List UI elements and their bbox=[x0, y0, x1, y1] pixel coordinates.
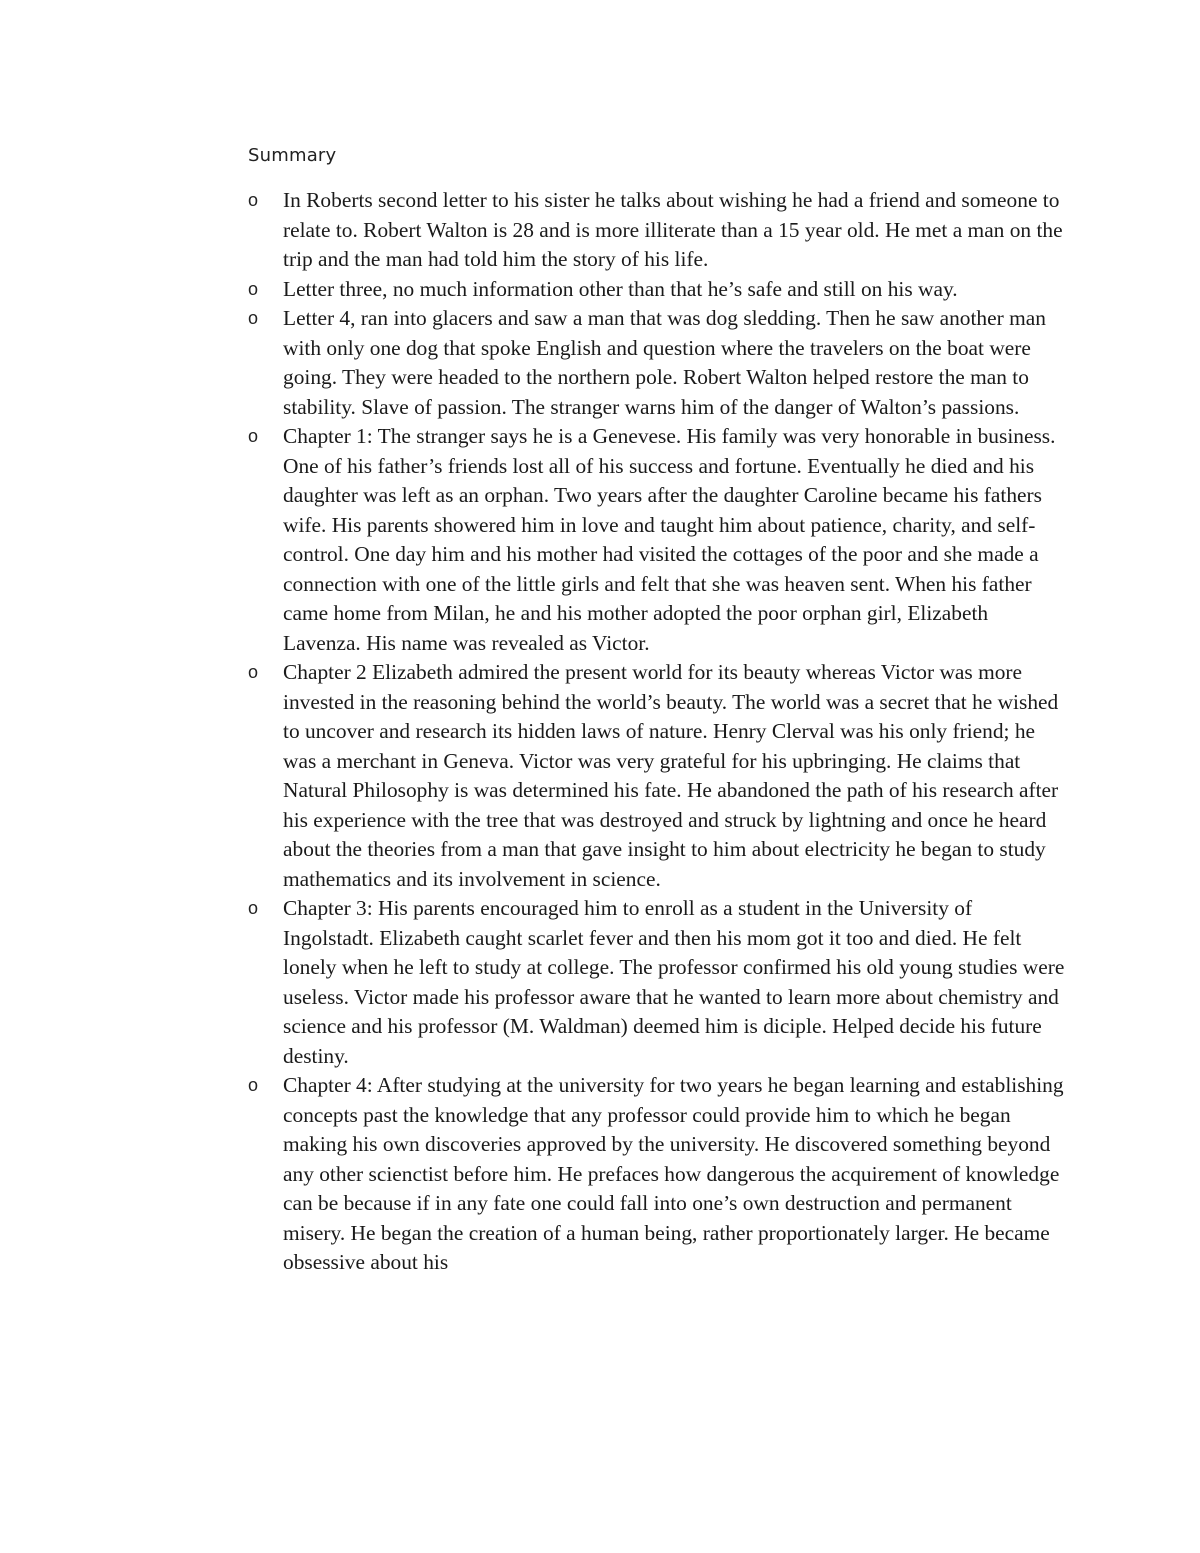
bullet-marker: o bbox=[248, 190, 259, 210]
bullet-text: Chapter 3: His parents encouraged him to enroll as a student in the University of Ingolstadt. Elizabeth caught scarlet fever and then his mom got it too and died. He felt lonely when he left to study at college. The professor confirmed his old young studies were useless. Victor made his professor aware that he wanted to learn more about chemistry and science and his professor (M. Waldman) deemed him is diciple. Helped decide his future destiny. bbox=[283, 896, 1065, 1068]
bullet-text: Chapter 1: The stranger says he is a Genevese. His family was very honorable in business. One of his father’s friends lost all of his success and fortune. Eventually he died and his daughter was left as an orphan. Two years after the daughter Caroline became his fathers wife. His parents showered him in love and taught him about patience, charity, and self-control. One day him and his mother had visited the cottages of the poor and she made a connection with one of the little girls and felt that she was heaven sent. When his father came home from Milan, he and his mother adopted the poor orphan girl, Elizabeth Lavenza. His name was revealed as Victor. bbox=[283, 424, 1056, 655]
bullet-text: Chapter 2 Elizabeth admired the present world for its beauty whereas Victor was more invested in the reasoning behind the world’s beauty. The world was a secret that he wished to uncover and research its hidden laws of nature. Henry Clerval was his only friend; he was a merchant in Geneva. Victor was very grateful for his upbringing. He claims that Natural Philosophy is was determined his fate. He abandoned the path of his research after his experience with the tree that was destroyed and struck by lightning and once he heard about the theories from a man that gave insight to him about electricity he began to study mathematics and its involvement in science. bbox=[283, 660, 1059, 891]
bullet-item-letter-2 bbox=[248, 186, 1068, 275]
summary-heading: Summary bbox=[248, 145, 337, 166]
bullet-item-letter-3 bbox=[248, 275, 1068, 305]
bullet-text: Letter three, no much information other than that he’s safe and still on his way. bbox=[283, 276, 958, 301]
bullet-marker: o bbox=[248, 662, 259, 682]
summary-bullet-list bbox=[248, 186, 1068, 1278]
bullet-item-chapter-3 bbox=[248, 894, 1068, 1071]
bullet-item-letter-4 bbox=[248, 304, 1068, 422]
bullet-text: Letter 4, ran into glacers and saw a man that was dog sledding. Then he saw another man with only one dog that spoke English and question where the travelers on the boat were going. They were headed to the northern pole. Robert Walton helped restore the man to stability. Slave of passion. The stranger warns him of the danger of Walton’s passions. bbox=[283, 306, 1046, 419]
bullet-marker: o bbox=[248, 278, 259, 299]
bullet-marker: o bbox=[248, 898, 259, 918]
bullet-item-chapter-4 bbox=[248, 1071, 1068, 1278]
bullet-marker: o bbox=[248, 426, 259, 446]
bullet-marker: o bbox=[248, 1075, 259, 1095]
bullet-marker: o bbox=[248, 308, 259, 328]
bullet-text: Chapter 4: After studying at the university for two years he began learning and establishing concepts past the knowledge that any professor could provide him to which he began making his own discoveries approved by the university. He discovered something beyond any other scienctist before him. He prefaces how dangerous the acquirement of knowledge can be because if in any fate one could fall into one’s own destruction and permanent misery. He began the creation of a human being, rather proportionately larger. He became obsessive about his bbox=[283, 1073, 1064, 1274]
bullet-text: In Roberts second letter to his sister he talks about wishing he had a friend and someone to relate to. Robert Walton is 28 and is more illiterate than a 15 year old. He met a man on the trip and the man had told him the story of his life. bbox=[283, 188, 1063, 271]
bullet-item-chapter-2 bbox=[248, 658, 1068, 894]
bullet-item-chapter-1 bbox=[248, 422, 1068, 658]
